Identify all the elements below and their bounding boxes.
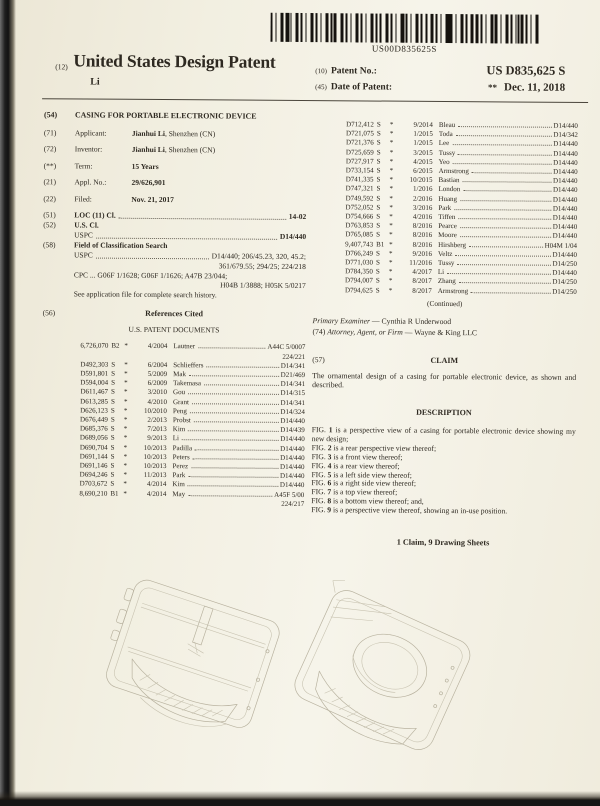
biblio-row: (71) Applicant: Jianhui Li, Shenzhen (CN)	[43, 127, 216, 138]
reference-row: D727,917 S * 4/2015 Yeo D14/440	[345, 157, 578, 167]
loc-value: 14-02	[288, 212, 307, 222]
reference-row: 9,407,743 B1 * 8/2016 Hirshberg H04M 1/04	[345, 239, 578, 250]
reference-row: D721,376 S * 1/2015 Lee D14/440	[345, 138, 578, 149]
inventor-surname: Li	[90, 76, 100, 88]
figure-description-line: FIG. 1 is a perspective view of a casing for portable electronic device showing my new design;	[311, 425, 576, 444]
date-label: Date of Patent:	[330, 82, 393, 93]
figure-description-list	[311, 426, 576, 517]
reference-row: D594,004 S * 6/2009 Takemasa D14/341	[80, 378, 306, 389]
dot-leader	[96, 230, 277, 239]
reference-row: D492,303 S * 6/2004 Schlieffers D14/341	[80, 360, 306, 370]
header-right	[315, 62, 565, 97]
reference-row: D613,285 S * 4/2010 Grant D14/341	[80, 397, 306, 407]
reference-row: D691,144 S * 10/2013 Peters D14/440	[79, 452, 305, 462]
references-right-list	[313, 120, 578, 297]
biblio-row: (22) Filed: Nov. 21, 2017	[43, 193, 174, 204]
reference-row: D611,467 S * 3/2010 Gou D14/315	[80, 387, 306, 398]
search-note: See application file for complete search history.	[73, 289, 217, 300]
loc-label: LOC (11) Cl.	[74, 210, 116, 220]
continued-note: (Continued)	[427, 298, 463, 308]
examiner-label: Primary Examiner	[312, 315, 371, 326]
description-heading: DESCRIPTION	[416, 407, 472, 418]
page-left-shadow	[0, 0, 16, 800]
invention-title: CASING FOR PORTABLE ELECTRONIC DEVICE	[74, 110, 257, 121]
reference-row: D690,704 S * 10/2013 Padilla D14/440	[79, 443, 305, 453]
figure-description-line: FIG. 6 is a right side view thereof;	[311, 478, 417, 489]
field-search-label: Field of Classification Search	[74, 240, 168, 250]
claims-sheets-footer: 1 Claim, 9 Drawing Sheets	[396, 537, 490, 548]
figure-description-line: FIG. 9 is a perspective view thereof, showing an in-use position.	[311, 505, 508, 516]
barcode-number: US00D835625S	[371, 43, 437, 54]
figure-description-line: FIG. 8 is a bottom view thereof; and,	[311, 496, 424, 507]
uspc-value: D14/440	[279, 231, 307, 241]
biblio-row: (21) Appl. No.: 29/626,901	[43, 177, 166, 188]
reference-row: D794,625 S * 8/2017 Armstrong D14/250	[344, 285, 577, 296]
reference-row: 6,726,070 B2 * 4/2004 Lautner A44C 5/0007	[80, 341, 306, 352]
reference-row: D771,030 S * 11/2016 Tussy D14/250	[345, 258, 577, 268]
field-code-74: (74)	[312, 327, 326, 337]
reference-row: D691,146 S * 10/2013 Perez D14/440	[79, 461, 305, 472]
patent-date-row	[315, 80, 565, 94]
search-uspc-label: USPC	[73, 250, 93, 260]
figure-sketch-1	[92, 549, 284, 798]
right-column	[311, 112, 578, 548]
reference-row: D685,376 S * 7/2013 Kim D14/439	[79, 424, 305, 435]
figure-description-line: FIG. 7 is a top view thereof;	[311, 487, 398, 498]
figure-description-line: FIG. 3 is a front view thereof;	[311, 451, 403, 462]
attorney-name: Wayne & King LLC	[414, 328, 478, 338]
search-cpc-line1: CPC ... G06F 1/1628; G06F 1/1626; A47B 23/044;	[73, 269, 228, 281]
reference-row: D765,085 S * 8/2016 Moore D14/440	[345, 230, 578, 241]
reference-row: D749,592 S * 2/2016 Huang D14/440	[345, 193, 578, 204]
reference-row: D694,246 S * 11/2013 Park D14/440	[79, 470, 305, 481]
field-code-51: (51)	[43, 210, 56, 220]
reference-row: D626,123 S * 10/2010 Peng D14/324	[80, 406, 305, 416]
claim-heading: CLAIM	[430, 355, 459, 365]
reference-row-continuation: 224/221	[282, 352, 306, 361]
date-code: (45)	[315, 83, 327, 92]
patent-number: US D835,625 S	[486, 63, 566, 78]
uspc-label: USPC	[74, 230, 93, 240]
field-code-57: (57)	[312, 354, 325, 365]
figure-sketch-2	[280, 572, 477, 805]
references-heading: References Cited	[145, 309, 204, 319]
reference-row: D741,335 S * 10/2015 Bastian D14/440	[345, 175, 578, 186]
reference-row-continuation: 224/217	[281, 499, 305, 508]
field-code-54: (54)	[43, 110, 58, 120]
claim-text: The ornamental design of a casing for portable electronic device, as shown and described.	[312, 370, 577, 390]
search-uspc-line1: D14/440; 206/45.23, 320, 45.2;	[211, 251, 307, 261]
biblio-row: (72) Inventor: Jianhui Li, Shenzhen (CN)	[43, 144, 216, 155]
primary-examiner-line	[313, 316, 577, 328]
reference-row: D676,449 S * 2/2013 Probst D14/440	[80, 415, 305, 426]
page-bottom-shadow	[0, 791, 600, 800]
patent-no-code: (10)	[315, 67, 327, 76]
reference-row: D763,853 S * 8/2016 Pearce D14/440	[345, 221, 578, 232]
reference-row: D754,666 S * 4/2016 Tiffen D14/440	[345, 212, 578, 222]
field-code-58: (58)	[43, 240, 56, 250]
header-divider	[42, 98, 588, 103]
reference-row: D752,052 S * 3/2016 Park D14/440	[345, 203, 578, 213]
reference-row: D733,154 S * 6/2015 Armstrong D14/440	[345, 166, 578, 176]
examiner-name: Cynthia R Underwood	[381, 316, 452, 326]
references-left-list	[41, 342, 305, 509]
figure-description-line: FIG. 4 is a rear view thereof;	[311, 460, 400, 471]
us-cl-label: U.S. Cl.	[74, 220, 99, 230]
reference-row: D747,321 S * 1/2016 London D14/440	[345, 184, 578, 195]
term-asterisks: **	[488, 82, 498, 93]
search-cpc-line2: H04B 1/3888; H05K 5/0217	[220, 280, 306, 291]
field-code-52: (52)	[43, 220, 56, 230]
reference-row: D721,075 S * 1/2015 Toda D14/342	[346, 129, 578, 140]
reference-row: D725,659 S * 3/2015 Tussy D14/440	[345, 147, 578, 158]
left-column	[41, 110, 307, 509]
barcode	[271, 13, 539, 44]
date-value: Dec. 11, 2018	[504, 81, 566, 94]
figure-description-line: FIG. 5 is a left side view thereof;	[311, 469, 412, 480]
attorney-sep: —	[404, 328, 413, 338]
reference-row: D591,801 S * 5/2009 Mak D21/469	[80, 369, 306, 379]
us-patent-documents-heading: U.S. PATENT DOCUMENTS	[128, 325, 220, 335]
search-uspc-line2: 361/679.55; 294/25; 224/218	[218, 261, 306, 271]
reference-row: D794,007 S * 8/2017 Zhang D14/250	[344, 276, 577, 287]
dot-leader	[96, 250, 209, 259]
reference-row: D712,412 S * 9/2014 Bleau D14/440	[346, 120, 578, 130]
kind-code: (12)	[55, 62, 68, 72]
biblio-row: (**) Term: 15 Years	[43, 160, 159, 171]
examiner-sep: —	[371, 316, 380, 326]
dot-leader	[119, 211, 286, 220]
invention-title-row	[44, 110, 307, 121]
field-code-56: (56)	[42, 308, 56, 318]
reference-row: D703,672 S * 4/2014 Kim D14/440	[79, 479, 305, 490]
patent-date	[488, 81, 565, 94]
reference-row: D766,249 S * 9/2016 Veltz D14/440	[345, 249, 578, 259]
page-title: United States Design Patent	[73, 50, 276, 72]
patent-no-label: Patent No.:	[330, 66, 377, 77]
reference-row: D689,056 S * 9/2013 Li D14/440	[79, 433, 305, 444]
attorney-line	[312, 327, 576, 339]
attorney-label: Attorney, Agent, or Firm	[327, 327, 403, 338]
reference-row: D784,350 S * 4/2017 Li D14/440	[345, 267, 577, 278]
description-heading-row	[312, 407, 576, 418]
references-heading-row	[43, 309, 306, 320]
biblio-list	[43, 128, 307, 205]
reference-row: 8,690,210 B1 * 4/2014 May A45F 5/00	[79, 489, 305, 499]
patent-number-row	[315, 62, 565, 79]
claim-heading-row	[312, 355, 576, 366]
figure-description-line: FIG. 2 is a rear perspective view thereof;	[311, 442, 437, 453]
